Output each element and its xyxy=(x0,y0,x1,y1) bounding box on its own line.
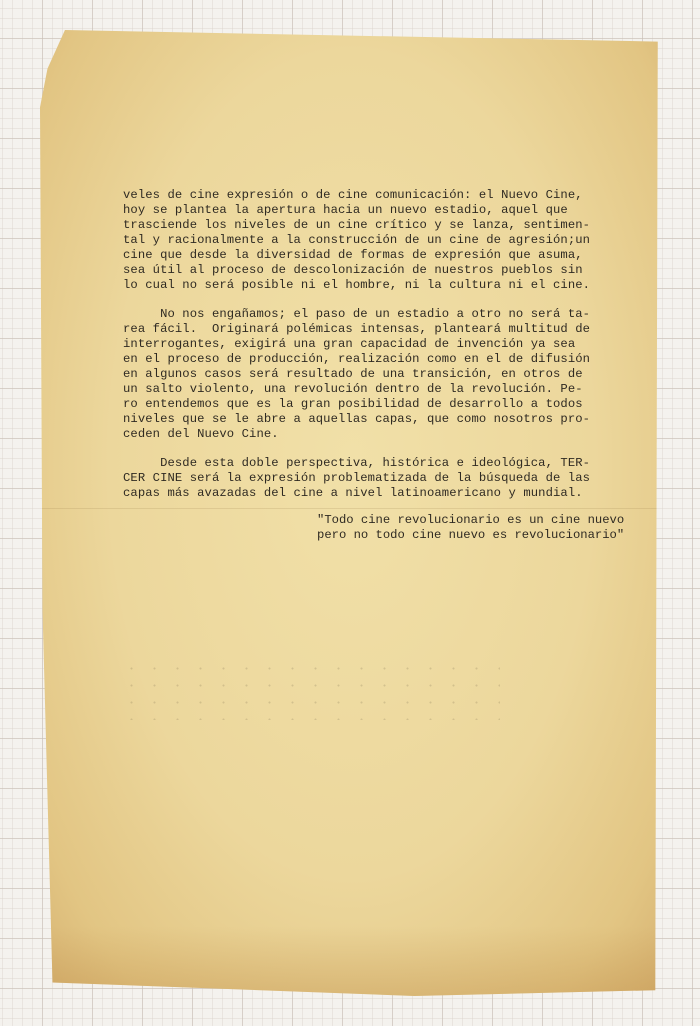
text-line: en algunos casos será resultado de una transición, en otros de xyxy=(123,367,583,381)
text-line: veles de cine expresión o de cine comunicación: el Nuevo Cine, xyxy=(123,188,583,202)
text-line: sea útil al proceso de descolonización de nuestros pueblos sin xyxy=(123,263,583,277)
fold-crease xyxy=(40,508,664,509)
text-line: lo cual no será posible ni el hombre, ni la cultura ni el cine. xyxy=(123,278,591,292)
paragraph-1 xyxy=(123,188,643,293)
text-line: interrogantes, exigirá una gran capacidad de invención ya sea xyxy=(123,337,576,351)
text-line: tal y racionalmente a la construcción de un cine de agresión;un xyxy=(123,233,591,247)
text-line: hoy se plantea la apertura hacia un nuevo estadio, aquel que xyxy=(123,203,568,217)
paper-specks xyxy=(120,660,500,720)
text-line: capas más avazadas del cine a nivel latinoamericano y mundial. xyxy=(123,486,583,500)
text-line: Desde esta doble perspectiva, histórica e ideológica, TER- xyxy=(123,456,591,470)
text-line: niveles que se le abre a aquellas capas, que como nosotros pro- xyxy=(123,412,591,426)
text-line: CER CINE será la expresión problematizada de la búsqueda de las xyxy=(123,471,591,485)
closing-quote xyxy=(317,513,637,543)
text-line: cine que desde la diversidad de formas de expresión que asuma, xyxy=(123,248,583,262)
paragraph-3 xyxy=(123,456,643,501)
text-line: rea fácil. Originará polémicas intensas, planteará multitud de xyxy=(123,322,591,336)
text-line: trasciende los niveles de un cine crítico y se lanza, sentimen- xyxy=(123,218,591,232)
text-line: ro entendemos que es la gran posibilidad de desarrollo a todos xyxy=(123,397,583,411)
text-line: No nos engañamos; el paso de un estadio a otro no será ta- xyxy=(123,307,591,321)
quote-line: "Todo cine revolucionario es un cine nuevo xyxy=(317,513,625,527)
quote-line: pero no todo cine nuevo es revolucionario" xyxy=(317,528,625,542)
text-line: un salto violento, una revolución dentro de la revolución. Pe- xyxy=(123,382,583,396)
body-text xyxy=(123,188,643,501)
paragraph-2 xyxy=(123,307,643,442)
text-line: ceden del Nuevo Cine. xyxy=(123,427,279,441)
text-line: en el proceso de producción, realización como en el de difusión xyxy=(123,352,591,366)
